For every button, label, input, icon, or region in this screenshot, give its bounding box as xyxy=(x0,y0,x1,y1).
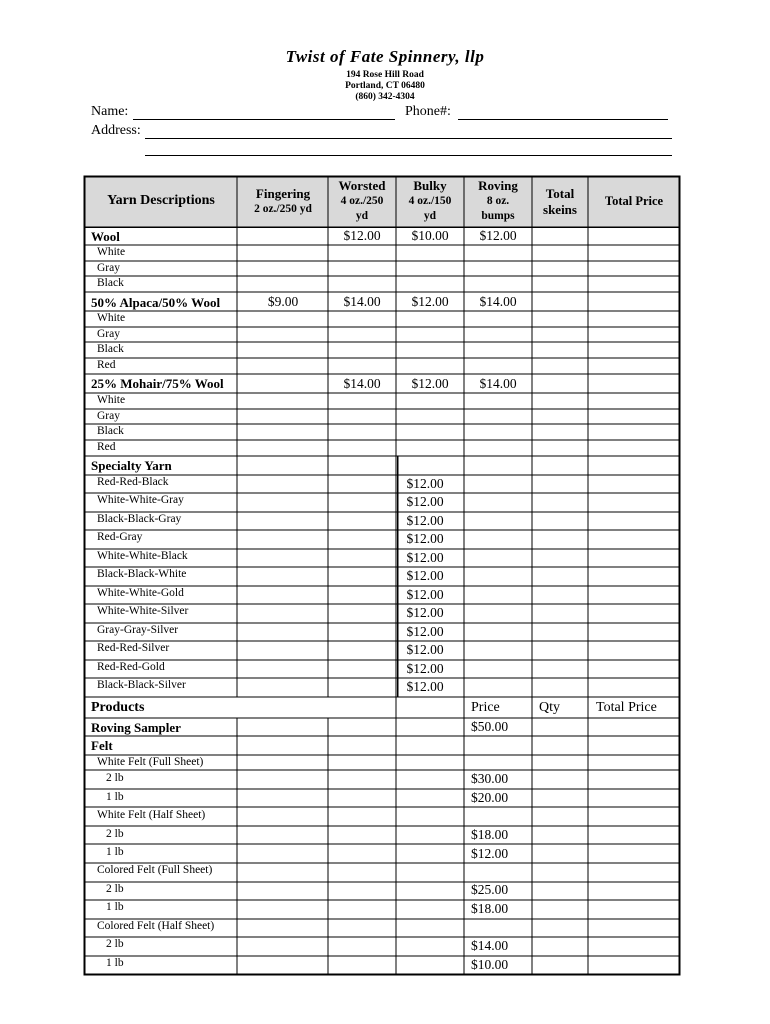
specialty-item-price: $12.00 xyxy=(406,587,444,602)
header-fingering-sub: 2 oz./250 yd xyxy=(254,203,312,215)
felt-price: $18.00 xyxy=(471,901,509,916)
specialty-item-price: $12.00 xyxy=(406,494,444,509)
felt-price: $25.00 xyxy=(471,882,509,897)
felt-weight: 2 lb xyxy=(106,772,124,784)
header-roving-sub2: bumps xyxy=(481,210,515,222)
alpaca-color-white: White xyxy=(97,312,126,324)
header-worsted-sub2: yd xyxy=(355,210,369,222)
mohair-color-black: Black xyxy=(97,425,124,437)
alpaca-fingering-price: $9.00 xyxy=(267,294,299,309)
header-bulky: Bulky xyxy=(413,178,447,193)
mohair-worsted-price: $14.00 xyxy=(343,376,381,391)
header-roving-sub1: 8 oz. xyxy=(486,195,510,207)
specialty-item-name: Red-Red-Silver xyxy=(97,642,170,654)
specialty-item-price: $12.00 xyxy=(406,642,444,657)
header-worsted: Worsted xyxy=(338,178,386,193)
specialty-item-name: Black-Black-Silver xyxy=(97,679,186,691)
specialty-item-price: $12.00 xyxy=(406,531,444,546)
wool-bulky-price: $10.00 xyxy=(411,228,449,243)
felt-group-label: White Felt (Full Sheet) xyxy=(97,756,204,768)
wool-roving-price: $12.00 xyxy=(479,228,517,243)
felt-weight: 2 lb xyxy=(106,938,124,950)
products-qty-header: Qty xyxy=(539,700,560,715)
specialty-item-price: $12.00 xyxy=(406,550,444,565)
wool-color-white: White xyxy=(97,246,126,258)
felt-price: $18.00 xyxy=(471,827,509,842)
phone-label: Phone#: xyxy=(405,104,451,119)
specialty-section-label: Specialty Yarn xyxy=(91,458,172,473)
wool-section-label: Wool xyxy=(91,229,120,244)
felt-group-label: Colored Felt (Full Sheet) xyxy=(97,864,213,876)
felt-weight: 2 lb xyxy=(106,828,124,840)
specialty-item-price: $12.00 xyxy=(406,661,444,676)
felt-weight: 1 lb xyxy=(106,901,124,913)
wool-color-gray: Gray xyxy=(97,262,120,274)
felt-weight: 1 lb xyxy=(106,957,124,969)
specialty-item-price: $12.00 xyxy=(406,679,444,694)
specialty-item-name: White-White-Silver xyxy=(97,605,189,617)
specialty-item-name: Black-Black-White xyxy=(97,568,187,580)
felt-price: $30.00 xyxy=(471,771,509,786)
products-section-label: Products xyxy=(91,700,145,715)
felt-price: $14.00 xyxy=(471,938,509,953)
header-bulky-sub2: yd xyxy=(423,210,437,222)
address-line-2: Portland, CT 06480 xyxy=(345,81,425,91)
roving-sampler-label: Roving Sampler xyxy=(91,720,181,735)
alpaca-roving-price: $14.00 xyxy=(479,294,517,309)
specialty-item-price: $12.00 xyxy=(406,568,444,583)
mohair-color-gray: Gray xyxy=(97,410,120,422)
alpaca-worsted-price: $14.00 xyxy=(343,294,381,309)
header-worsted-sub1: 4 oz./250 xyxy=(340,195,384,207)
wool-color-black: Black xyxy=(97,277,124,289)
specialty-item-name: White-White-Black xyxy=(97,550,188,562)
specialty-item-price: $12.00 xyxy=(406,513,444,528)
header-yarn-descriptions: Yarn Descriptions xyxy=(107,193,215,208)
felt-group-label: Colored Felt (Half Sheet) xyxy=(97,920,215,932)
name-label: Name: xyxy=(91,104,129,119)
specialty-item-name: White-White-Gray xyxy=(97,494,184,506)
felt-price: $12.00 xyxy=(471,846,509,861)
header-roving: Roving xyxy=(478,178,518,193)
specialty-item-name: Black-Black-Gray xyxy=(97,513,182,525)
specialty-item-price: $12.00 xyxy=(406,605,444,620)
specialty-item-name: Gray-Gray-Silver xyxy=(97,624,179,636)
alpaca-section-label: 50% Alpaca/50% Wool xyxy=(91,295,221,310)
wool-worsted-price: $12.00 xyxy=(343,228,381,243)
felt-weight: 2 lb xyxy=(106,883,124,895)
felt-price: $20.00 xyxy=(471,790,509,805)
address-line-1: 194 Rose Hill Road xyxy=(346,70,424,80)
felt-label: Felt xyxy=(91,738,113,753)
alpaca-color-gray: Gray xyxy=(97,328,120,340)
products-price-header: Price xyxy=(471,700,500,715)
mohair-color-white: White xyxy=(97,394,126,406)
mohair-section-label: 25% Mohair/75% Wool xyxy=(91,376,224,391)
specialty-item-price: $12.00 xyxy=(406,624,444,639)
business-phone: (860) 342-4304 xyxy=(355,92,415,102)
address-label: Address: xyxy=(91,123,141,138)
mohair-roving-price: $14.00 xyxy=(479,376,517,391)
header-total-skeins-2: skeins xyxy=(543,202,577,217)
products-total-price-header: Total Price xyxy=(596,700,657,715)
header-total-price: Total Price xyxy=(604,194,664,208)
header-fingering: Fingering xyxy=(255,186,311,201)
specialty-item-name: Red-Gray xyxy=(97,531,143,543)
mohair-color-red: Red xyxy=(97,441,116,453)
mohair-bulky-price: $12.00 xyxy=(411,376,449,391)
business-name: Twist of Fate Spinnery, llp xyxy=(285,47,485,66)
specialty-item-name: Red-Red-Black xyxy=(97,476,169,488)
specialty-item-price: $12.00 xyxy=(406,476,444,491)
alpaca-color-black: Black xyxy=(97,343,124,355)
alpaca-bulky-price: $12.00 xyxy=(411,294,449,309)
alpaca-color-red: Red xyxy=(97,359,116,371)
felt-group-label: White Felt (Half Sheet) xyxy=(97,809,206,821)
header-bulky-sub1: 4 oz./150 xyxy=(408,195,452,207)
header-total-skeins-1: Total xyxy=(545,186,575,201)
specialty-item-name: Red-Red-Gold xyxy=(97,661,165,673)
roving-sampler-price: $50.00 xyxy=(471,719,509,734)
felt-weight: 1 lb xyxy=(106,846,124,858)
felt-price: $10.00 xyxy=(471,957,509,972)
specialty-item-name: White-White-Gold xyxy=(97,587,184,599)
felt-weight: 1 lb xyxy=(106,791,124,803)
